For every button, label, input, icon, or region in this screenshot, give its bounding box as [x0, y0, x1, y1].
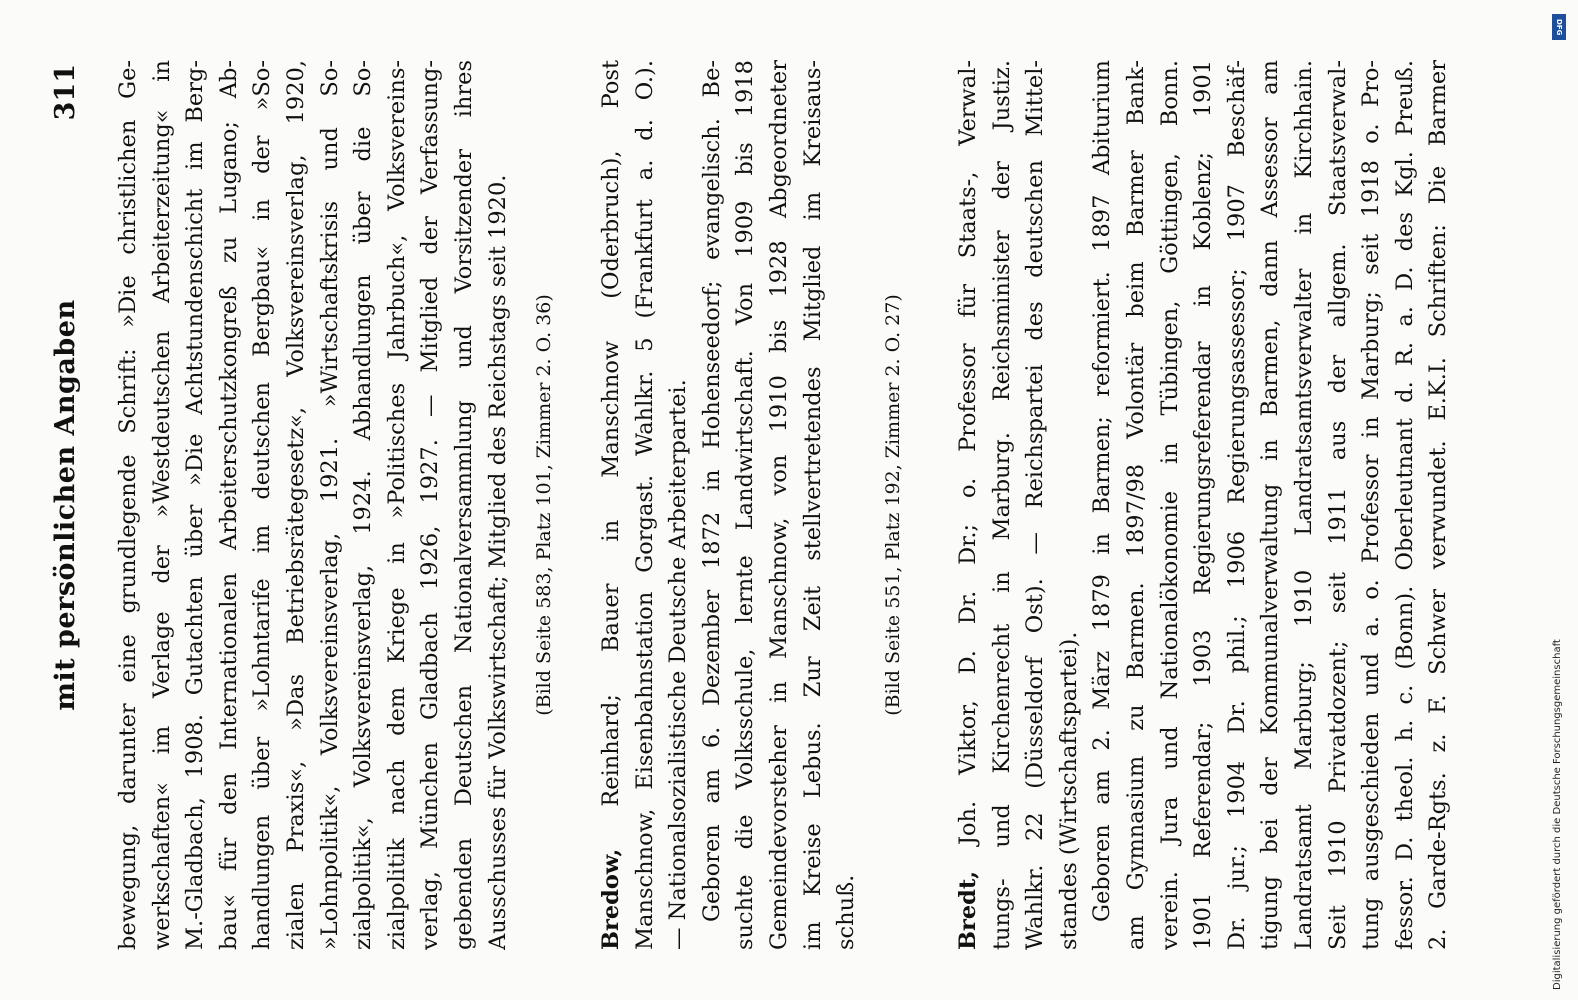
- text-line: bau« für den Internationalen Arbeiterschutzkongreß zu Lugano; Ab-: [215, 60, 242, 950]
- text-line: tungs- und Kirchenrecht in Marburg. Reichsminister der Justiz.: [988, 60, 1015, 950]
- rotated-page: [40, 50, 1490, 950]
- page-number: 311: [50, 64, 81, 121]
- image-caption: (Bild Seite 583, Platz 101, Zimmer 2. O. 36): [533, 294, 556, 716]
- text-line: zialpolitik nach dem Kriege in »Politisches Jahrbuch«, Volksvereins-: [383, 60, 410, 950]
- running-header: [50, 60, 90, 950]
- text-line: Landratsamt Marburg; 1910 Landratsamtsverwalter in Kirchhain.: [1290, 60, 1317, 950]
- text-line: Geboren am 6. Dezember 1872 in Hohenseedorf; evangelisch. Be-: [698, 60, 725, 922]
- text-line: fessor. D. theol. h. c. (Bonn). Oberleutnant d. R. a. D. des Kgl. Preuß.: [1391, 60, 1418, 950]
- text-line: bewegung, darunter eine grundlegende Schrift: »Die christlichen Ge-: [115, 60, 141, 950]
- section-continuation: [112, 60, 571, 950]
- entry-text: Reinhard; Bauer in Manschnow (Oderbruch), Post: [598, 60, 624, 849]
- text-line: tung ausgeschieden und a. o. Professor in Marburg; seit 1918 o. Pro-: [1358, 60, 1385, 950]
- entry-bredow: [595, 60, 920, 950]
- entry-name: Bredt,: [955, 870, 981, 950]
- entry-first-line: [952, 60, 986, 950]
- text-line: zialpolitik«, Volksvereinsverlag, 1924. Abhandlungen über die So-: [350, 60, 377, 950]
- text-line: Ausschusses für Volkswirtschaft; Mitglied des Reichstags seit 1920.: [484, 174, 511, 950]
- text-line: verein. Jura und Nationalökonomie in Tübingen, Göttingen, Bonn.: [1156, 60, 1183, 950]
- digitization-note: Digitalisierung gefördert durch die Deutsche Forschungsgemeinschaft: [1552, 639, 1563, 990]
- text-line: gebenden Deutschen Nationalversammlung und Vorsitzender ihres: [450, 60, 477, 950]
- text-line: Dr. jur.; 1904 Dr. phil.; 1906 Regierungsassessor; 1907 Beschäf-: [1223, 60, 1250, 950]
- text-line: M.-Gladbach, 1908. Gutachten über »Die Achtstundenschicht im Berg-: [182, 60, 209, 950]
- text-line: 2. Garde-Rgts. z. F. Schwer verwundet. E.K.I. Schriften: Die Barmer: [1425, 60, 1452, 950]
- text-line: »Lohnpolitik«, Volksvereinsverlag, 1921. »Wirtschaftskrisis und So-: [316, 60, 343, 950]
- text-line: am Gymnasium zu Barmen. 1897/98 Volontär beim Barmer Bank-: [1122, 60, 1149, 950]
- text-line: tigung bei der Kommunalverwaltung in Barmen, dann Assessor am: [1257, 60, 1284, 950]
- dfg-logo-icon: DFG: [1552, 14, 1566, 40]
- text-line: — Nationalsozialistische Deutsche Arbeiterpartei.: [665, 379, 692, 950]
- text-line: im Kreise Lebus. Zur Zeit stellvertretendes Mitglied im Kreisaus-: [799, 60, 826, 950]
- text-line: handlungen über »Lohntarife im deutschen Bergbau« in der »So-: [249, 60, 276, 950]
- text-line: suchte die Volksschule, lernte Landwirtschaft. Von 1909 bis 1918: [732, 60, 759, 950]
- text-line: schuß.: [833, 874, 860, 950]
- text-line: Geboren am 2. März 1879 in Barmen; reformiert. 1897 Abiturium: [1089, 60, 1116, 922]
- text-line: Gemeindevorsteher in Manschnow, von 1910 bis 1928 Abgeordneter: [765, 60, 792, 950]
- text-line: verlag, München Gladbach 1926, 1927. — Mitglied der Verfassung-: [417, 60, 444, 950]
- entry-text: Joh. Viktor, D. Dr. Dr.; o. Professor für Staats-, Verwal-: [955, 60, 981, 871]
- text-line: werkschaften« im Verlage der »Westdeutschen Arbeiterzeitung« in: [148, 60, 175, 950]
- image-caption: (Bild Seite 551, Platz 192, Zimmer 2. O. 27): [881, 294, 904, 716]
- text-line: standes (Wirtschaftspartei).: [1055, 631, 1082, 950]
- header-title: mit persönlichen Angaben: [50, 299, 81, 711]
- text-line: Manschnow, Eisenbahnstation Gorgast. Wahlkr. 5 (Frankfurt a. d. O.).: [631, 60, 658, 950]
- text-line: zialen Praxis«, »Das Betriebsrätegesetz«, Volksvereinsverlag, 1920,: [282, 60, 309, 950]
- text-line: 1901 Referendar; 1903 Regierungsreferendar in Koblenz; 1901: [1190, 60, 1217, 950]
- text-line: Wahlkr. 22 (Düsseldorf Ost). — Reichspartei des deutschen Mittel-: [1022, 60, 1049, 950]
- entry-name: Bredow,: [598, 848, 624, 950]
- text-line: Seit 1910 Privatdozent; seit 1911 aus der allgem. Staatsverwal-: [1324, 60, 1351, 950]
- entry-first-line: [595, 60, 629, 950]
- entry-bredt: [952, 60, 1456, 950]
